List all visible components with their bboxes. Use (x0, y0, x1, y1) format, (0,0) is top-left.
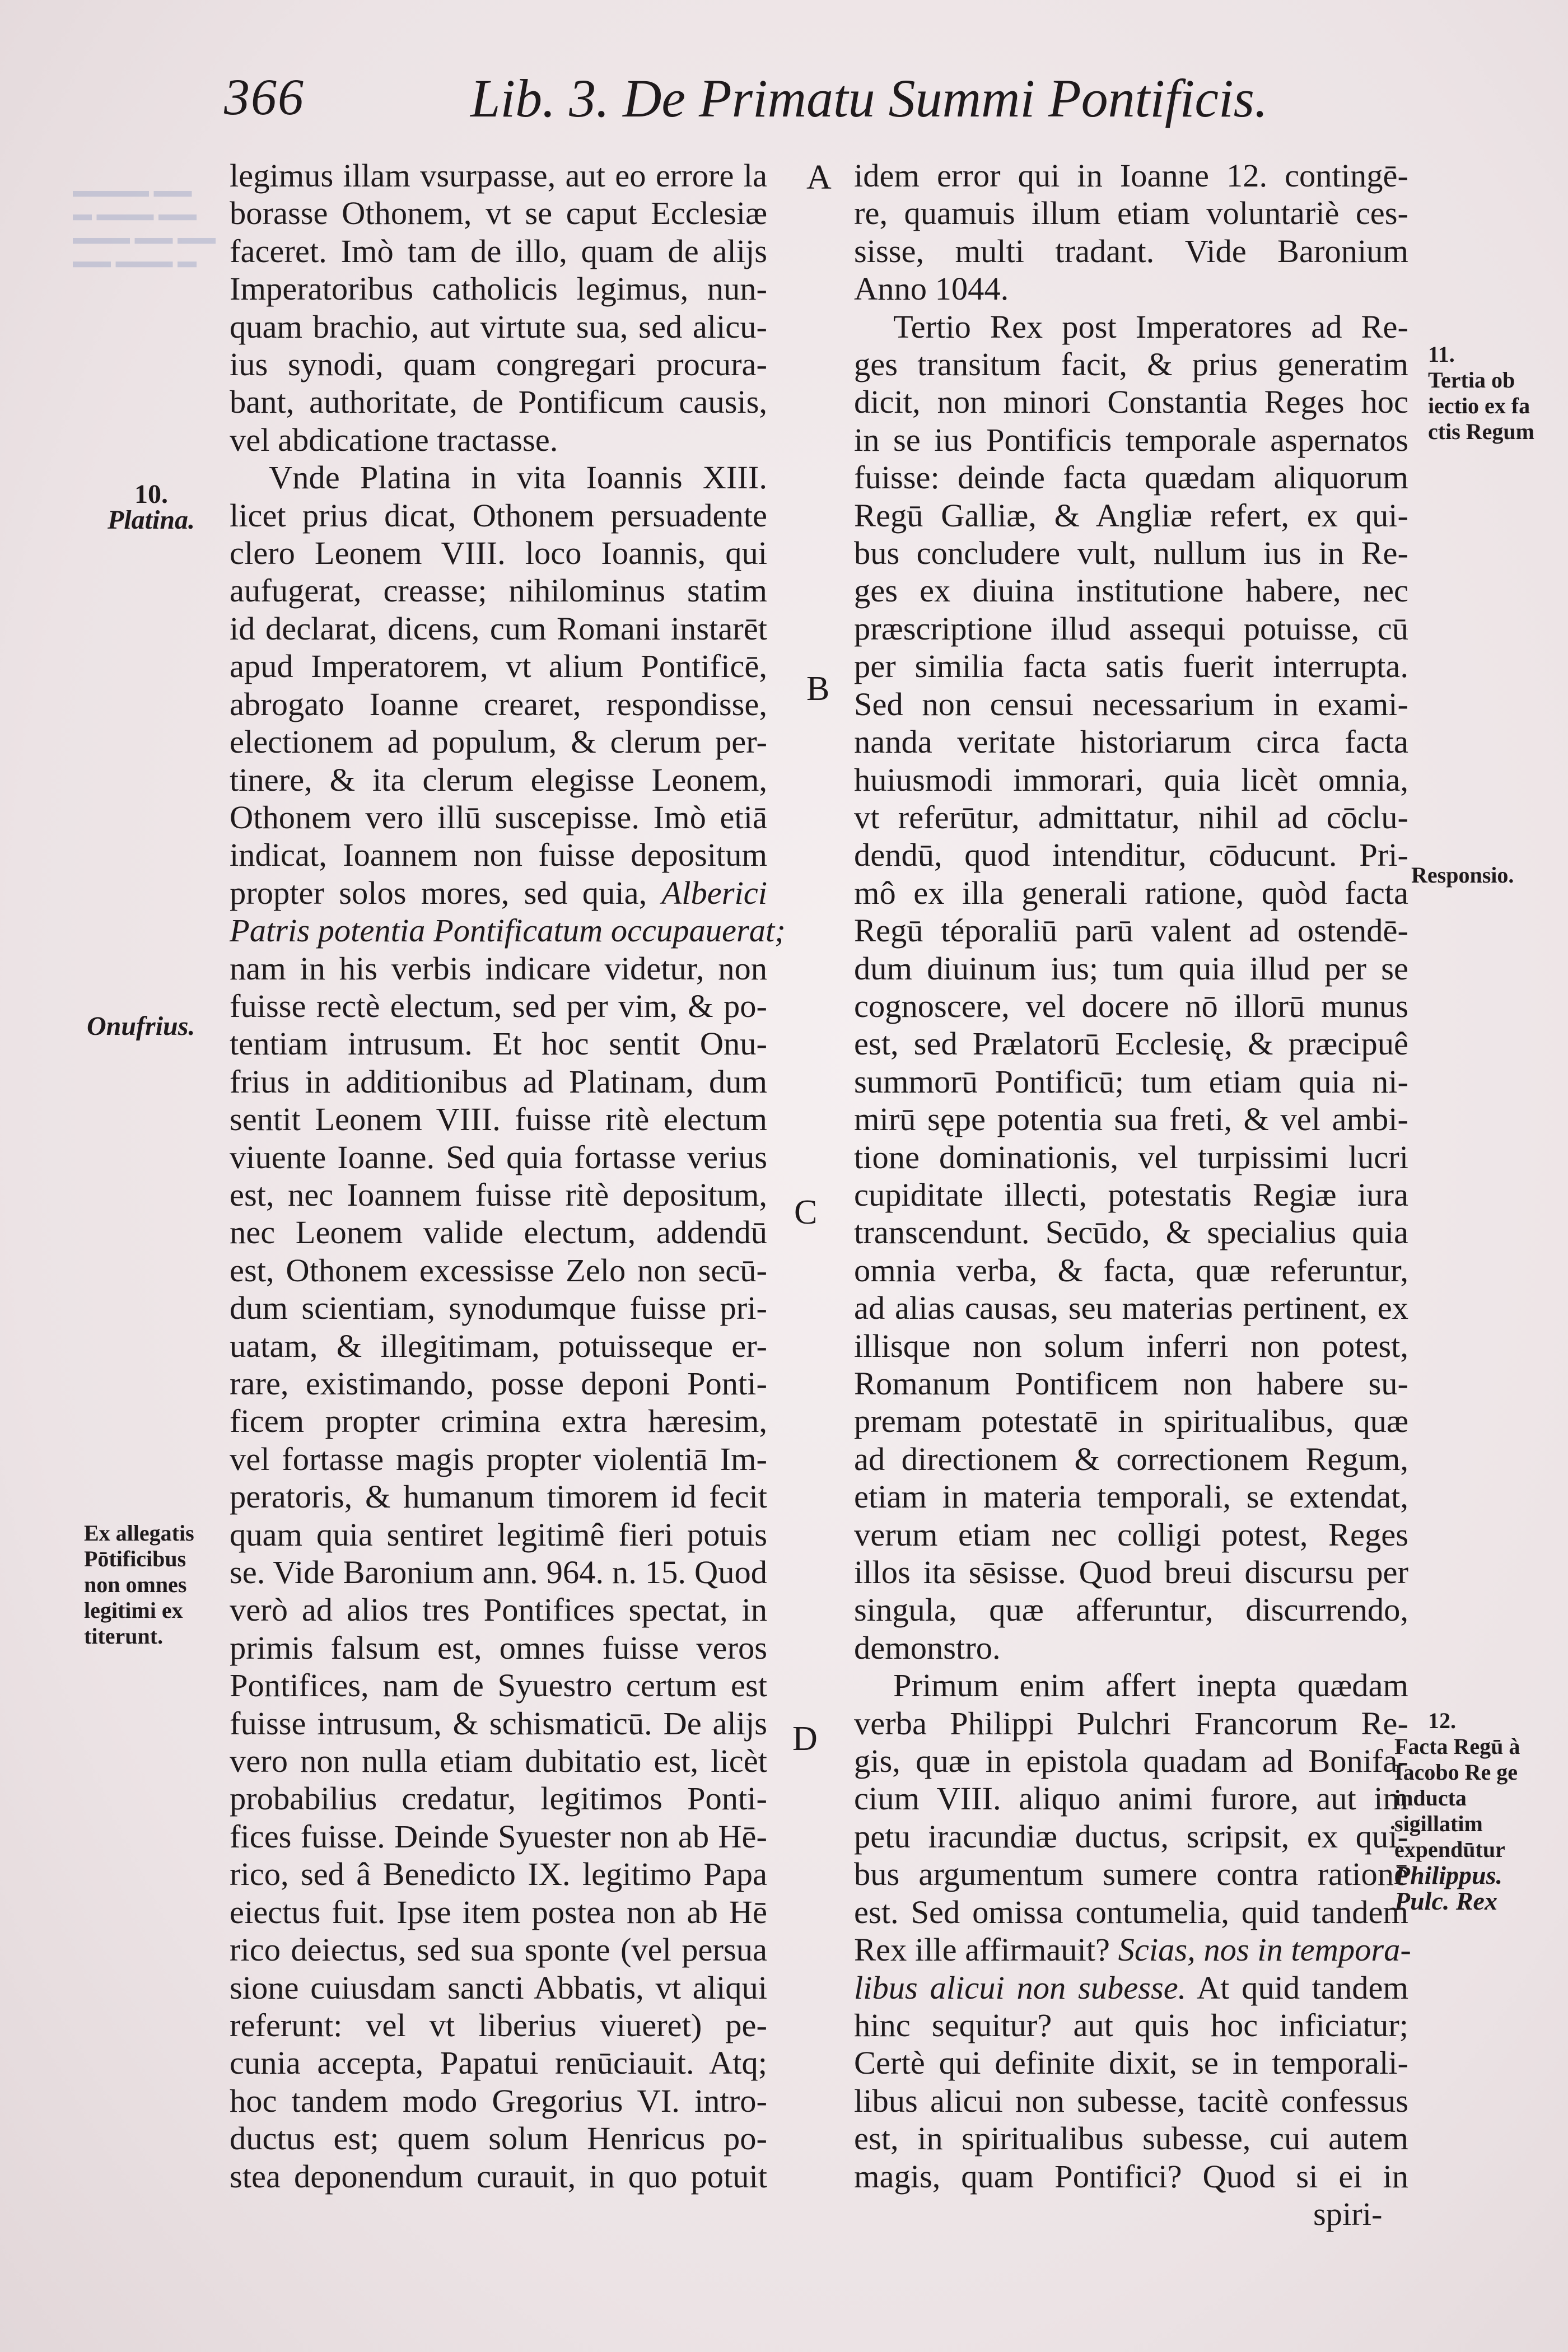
text-line: libus alicui non subesse, tacitè confessus (854, 2082, 1408, 2119)
text-line: demonstro. (854, 1629, 1001, 1666)
text-line: vt referūtur, admittatur, nihil ad cōclu- (854, 799, 1408, 836)
text-line: faceret. Imò tam de illo, quam de alijs (230, 232, 767, 269)
text-line: quam quia sentiret legitimê fieri potuis (230, 1516, 767, 1553)
text-line: frius in additionibus ad Platinam, dum (230, 1063, 767, 1100)
note-italic: Philippus. Pulc. Rex (1394, 1861, 1503, 1915)
text-line: bant, authoritate, de Pontificum causis, (230, 384, 767, 421)
note-text: Onufrius. (87, 1011, 195, 1041)
text-line: fuisse: deinde facta quædam aliquorum (854, 459, 1408, 496)
text-line: præscriptione illud assequi potuisse, cū (854, 610, 1408, 647)
text-line: fuisse rectè electum, sed per vim, & po- (230, 987, 767, 1024)
text-line: est, sed Prælatorū Ecclesię, & præcipuê (854, 1025, 1408, 1062)
margin-note-onufrius (87, 1011, 221, 1041)
text-line: se. Vide Baronium ann. 964. n. 15. Quod (230, 1554, 767, 1591)
text-line: nanda veritate historiarum circa facta (854, 724, 1408, 760)
paragraph (230, 157, 767, 459)
text-line: cunia accepta, Papatui renūciauit. Atq; (230, 2045, 767, 2082)
text-line: primis falsum est, omnes fuisse veros (230, 1629, 767, 1666)
text-line: est, nec Ioannem fuisse ritè depositum, (230, 1176, 767, 1213)
text-line: Regū téporaliū parū valent ad ostendē- (854, 912, 1408, 949)
text-line: verò ad alios tres Pontifices spectat, in (230, 1592, 767, 1628)
text-line: idem error qui in Ioanne 12. contingē- (854, 157, 1408, 194)
text-line: omnia verba, & facta, quæ referuntur, (854, 1252, 1408, 1289)
text-line: magis, quam Pontifici? Quod si ei in (854, 2158, 1408, 2195)
text-line: per similia facta satis fuerit interrupta. (854, 648, 1408, 685)
text-line: borasse Othonem, vt se caput Ecclesiæ (230, 195, 767, 232)
text-line: in se ius Pontificis temporale aspernatos (854, 421, 1408, 458)
margin-note-platina (95, 479, 207, 535)
paragraph (230, 459, 786, 2195)
text-line: indicat, Ioannem non fuisse depositum (230, 837, 767, 874)
section-marker-a: A (806, 158, 832, 197)
text-line: id declarat, dicens, cum Romani instarēt (230, 610, 767, 647)
note-number: 11. (1428, 342, 1455, 367)
text-line: petu iracundiæ ductus, scripsit, ex qui- (854, 1818, 1408, 1855)
section-marker-b: B (806, 670, 830, 708)
text-line: tinere, & ita clerum elegisse Leonem, (230, 761, 767, 798)
text-line: electionem ad populum, & clerum per- (230, 724, 767, 760)
paragraph (854, 1667, 1411, 2233)
text-line: illos ita sēsisse. Quod breui discursu per (854, 1554, 1408, 1591)
text-line: sisse, multi tradant. Vide Baronium (854, 232, 1408, 269)
text-line: tione dominationis, vel turpissimi lucri (854, 1138, 1408, 1175)
right-column (854, 157, 1411, 2233)
text-line: dendū, quod intenditur, cōducunt. Pri- (854, 837, 1408, 874)
text-line: mô ex illa generali ratione, quòd facta (854, 874, 1408, 911)
margin-note-facta-regum (1394, 1708, 1546, 1914)
text-line: Pontifices, nam de Syuestro certum est (230, 1667, 767, 1704)
text-line: bus argumentum sumere contra rationē (854, 1856, 1408, 1893)
text-line: eiectus fuit. Ipse item postea non ab Hē (230, 1893, 767, 1930)
text-line: aufugerat, creasse; nihilominus statim (230, 572, 767, 609)
italic-quote: libus alicui non subesse. (854, 1969, 1187, 2006)
text-line: licet prius dicat, Othonem persuadente (230, 497, 767, 534)
note-text: Platina. (107, 505, 195, 535)
text-line: abrogato Ioanne crearet, respondisse, (230, 685, 767, 722)
text-line: cium VIII. aliquo animi furore, aut im (854, 1780, 1408, 1817)
text-line: summorū Pontificū; tum etiam quia ni- (854, 1063, 1408, 1100)
text-line: Tertio Rex post Imperatores ad Re- (893, 308, 1408, 345)
bleed-through-text: ▬▬ ▬▬▬ ▬ ▬▬▬ ▬▬ ▬▬ ▬ ▬▬▬ ▬▬ ▬▬▬▬ ▬▬ (73, 186, 216, 278)
text-line: hoc tandem modo Gregorius VI. intro- (230, 2082, 767, 2119)
note-text: Ex allegatis Pōtificibus non omnes legitimi ex titerunt. (84, 1520, 194, 1649)
italic-citation: Alberici (661, 874, 767, 911)
text-line: rico, sed â Benedicto IX. legitimo Papa (230, 1856, 767, 1893)
text-line: Certè qui definite dixit, se in temporali- (854, 2045, 1408, 2082)
text-line: apud Imperatorem, vt alium Pontificē, (230, 648, 767, 685)
paragraph (854, 308, 1408, 1667)
text-line: vero non nulla etiam dubitatio est, licèt (230, 1743, 767, 1780)
text-line: viuente Ioanne. Sed quia fortasse verius (230, 1138, 767, 1175)
text-line: Anno 1044. (854, 270, 1009, 307)
text-line: sentit Leonem VIII. fuisse ritè electum (230, 1101, 767, 1138)
text-line: dum scientiam, synodumque fuisse pri- (230, 1290, 767, 1327)
page-number: 366 (224, 68, 305, 125)
text-line: transcendunt. Secūdo, & specialius quia (854, 1214, 1408, 1251)
text-line: uatam, & illegitimam, potuisseque er- (230, 1327, 767, 1364)
text-line: vel abdicatione tractasse. (230, 421, 558, 458)
text-line: dum diuinum ius; tum quia illud per se (854, 950, 1408, 987)
text-line: ges transitum facit, & prius generatim (854, 346, 1408, 383)
text-line: Regū Galliæ, & Angliæ refert, ex qui- (854, 497, 1408, 534)
text-line: ad alias causas, seu materias pertinent, ex (854, 1290, 1408, 1327)
text-line: verba Philippi Pulchri Francorum Re- (854, 1705, 1408, 1742)
note-text: Tertia ob iectio ex fa ctis Regum (1428, 367, 1534, 444)
text-line: re, quamuis illum etiam voluntariè ces- (854, 195, 1408, 232)
section-marker-c: C (794, 1193, 818, 1231)
text-line: Othonem vero illū suscepisse. Imò etiā (230, 799, 767, 836)
text-line: Sed non censui necessarium in exami- (854, 685, 1408, 722)
text-line: singula, quæ afferuntur, discurrendo, (854, 1592, 1408, 1628)
text-line: nec Leonem valide electum, addendū (230, 1214, 767, 1251)
text-line: peratoris, & humanum timorem id fecit (230, 1478, 767, 1515)
text-line: fices fuisse. Deinde Syuester non ab Hē- (230, 1818, 767, 1855)
paragraph (854, 157, 1408, 308)
text-line: bus concludere vult, nullum ius in Re- (854, 535, 1408, 572)
text-line: vel fortasse magis propter violentiā Im- (230, 1440, 767, 1477)
text-line: ad directionem & correctionem Regum, (854, 1440, 1408, 1477)
text-line: premam potestatē in spiritualibus, quæ (854, 1403, 1408, 1440)
text-line: ges ex diuina institutione habere, nec (854, 572, 1408, 609)
text-line: rare, existimando, posse deponi Ponti- (230, 1365, 767, 1402)
text-line: Romanum Pontificem non habere su- (854, 1365, 1408, 1402)
text-line: dicit, non minori Constantia Reges hoc (854, 384, 1408, 421)
note-number: 12. (1428, 1708, 1456, 1733)
text-line: probabilius credatur, legitimos Ponti- (230, 1780, 767, 1817)
text-line: gis, quæ in epistola quadam ad Bonifa- (854, 1743, 1408, 1780)
text-line: cognoscere, vel docere nō illorū munus (854, 987, 1408, 1024)
text-line: Primum enim affert inepta quædam (893, 1667, 1408, 1704)
text-line: est, Othonem excessisse Zelo non secū- (230, 1252, 767, 1289)
text-line: sione cuiusdam sancti Abbatis, vt aliqui (230, 1969, 767, 2006)
text-line: legimus illam vsurpasse, aut eo errore la (230, 157, 767, 194)
text-line: Rex ille affirmauit? Scias, nos in tempora- (854, 1931, 1411, 1968)
note-text: Facta Regū à Iacobo Re ge inducta sigillatim expendūtur (1394, 1734, 1520, 1862)
text-line: Vnde Platina in vita Ioannis XIII. (269, 459, 767, 496)
text-line: hinc sequitur? aut quis hoc inficiatur; (854, 2006, 1408, 2043)
section-marker-d: D (792, 1720, 818, 1758)
note-text: Responsio. (1411, 862, 1514, 888)
text-line: Patris potentia Pontificatum occupauerat; (230, 912, 786, 949)
text-line: nam in his verbis indicare videtur, non (230, 950, 767, 987)
text-line: est, in spiritualibus subesse, cui autem (854, 2120, 1408, 2157)
text-line: rico deiectus, sed sua sponte (vel persua (230, 1931, 767, 1968)
text-line: huiusmodi immorari, quia licèt omnia, (854, 761, 1408, 798)
running-head (224, 67, 1512, 129)
text-line: mirū sępe potentia sua freti, & vel ambi- (854, 1101, 1408, 1138)
text-line: fuisse intrusum, & schismaticū. De alijs (230, 1705, 767, 1742)
text-line: ductus est; quem solum Henricus po- (230, 2120, 767, 2157)
text-line: stea deponendum curauit, in quo potuit (230, 2158, 767, 2195)
text-line: spiri- (1313, 2195, 1383, 2232)
left-column (230, 157, 786, 2195)
text-line: tentiam intrusum. Et hoc sentit Onu- (230, 1025, 767, 1062)
text-line: libus alicui non subesse. At quid tandem (854, 1969, 1408, 2006)
text-line: etiam in materia temporali, se extendat, (854, 1478, 1408, 1515)
text-line: referunt: vel vt liberius viueret) pe- (230, 2006, 767, 2043)
text-line: verum etiam nec colligi potest, Reges (854, 1516, 1408, 1553)
text-line: quam brachio, aut virtute sua, sed alicu- (230, 308, 767, 345)
text-line: clero Leonem VIII. loco Ioannis, qui (230, 535, 767, 572)
margin-note-pontifices (84, 1520, 224, 1649)
margin-note-responsio (1411, 862, 1546, 888)
margin-note-tertia-obiectio (1428, 342, 1546, 445)
text-line: illisque non solum inferri non potest, (854, 1327, 1408, 1364)
text-line: ius synodi, quam congregari procura- (230, 346, 767, 383)
text-line: propter solos mores, sed quia, Alberici (230, 874, 767, 911)
page-title: Lib. 3. De Primatu Summi Pontificis. (470, 68, 1268, 128)
text-line: cupiditate illecti, potestatis Regiæ iura (854, 1176, 1408, 1213)
note-number: 10. (134, 479, 168, 509)
italic-quote: Scias, nos in tempora- (1118, 1931, 1411, 1968)
text-line: Imperatoribus catholicis legimus, nun- (230, 270, 767, 307)
text-line: ficem propter crimina extra hæresim, (230, 1403, 767, 1440)
text-line: est. Sed omissa contumelia, quid tandem (854, 1893, 1408, 1930)
